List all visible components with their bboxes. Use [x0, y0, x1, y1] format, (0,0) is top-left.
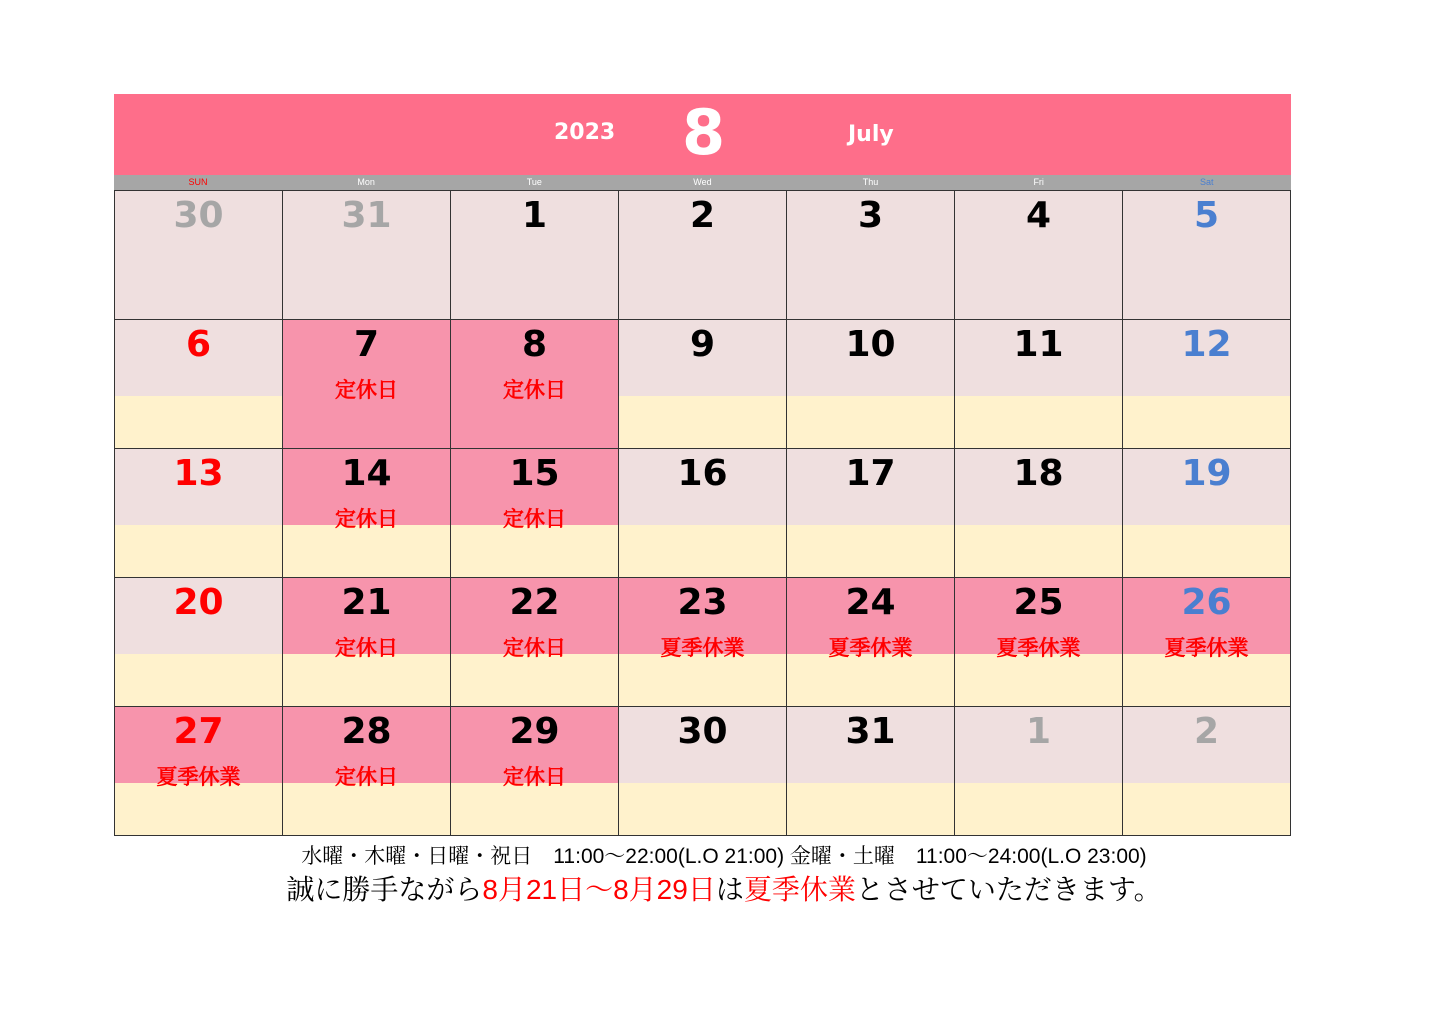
day-number: 12	[1181, 324, 1232, 365]
day-label: 夏季休業	[1164, 636, 1249, 660]
day-number: 30	[677, 711, 728, 752]
business-hours: 水曜・木曜・日曜・祝日 11:00〜22:00(L.O 21:00) 金曜・土曜 11:00〜24:00(L.O 23:00)	[301, 845, 1147, 868]
day-label: 定休日	[335, 507, 398, 531]
day-number: 23	[677, 582, 728, 623]
day-number: 26	[1181, 582, 1232, 623]
day-label: 夏季休業	[828, 636, 913, 660]
day-cell	[787, 191, 955, 320]
day-label: 定休日	[335, 765, 398, 789]
day-cell	[451, 449, 619, 578]
day-number: 1	[1025, 711, 1052, 752]
day-number: 18	[1013, 453, 1064, 494]
day-cell	[955, 320, 1123, 449]
weekday-thu: Thu	[862, 177, 879, 187]
day-cell	[283, 578, 451, 707]
day-cell	[787, 320, 955, 449]
day-cell	[451, 191, 619, 320]
day-number: 2	[689, 195, 716, 236]
day-number: 19	[1181, 453, 1232, 494]
day-cell	[1123, 320, 1291, 449]
day-number: 3	[857, 195, 884, 236]
day-cell	[283, 449, 451, 578]
day-number: 9	[689, 324, 716, 365]
day-label: 定休日	[503, 378, 566, 402]
day-number: 5	[1193, 195, 1220, 236]
day-cell	[1123, 578, 1291, 707]
day-number: 29	[509, 711, 560, 752]
day-cell	[619, 449, 787, 578]
day-label: 夏季休業	[660, 636, 745, 660]
day-cell	[787, 707, 955, 836]
day-number: 17	[845, 453, 896, 494]
day-label: 定休日	[335, 378, 398, 402]
month-name: July	[848, 122, 894, 147]
day-cell	[1123, 449, 1291, 578]
day-number: 14	[341, 453, 392, 494]
day-label: 夏季休業	[996, 636, 1081, 660]
day-number: 21	[341, 582, 392, 623]
notice-holiday: 夏季休業	[743, 874, 856, 905]
day-cell	[283, 707, 451, 836]
day-number: 24	[845, 582, 896, 623]
weekday-sat: Sat	[1200, 177, 1214, 187]
day-cell	[283, 320, 451, 449]
day-cell	[115, 449, 283, 578]
day-cell	[451, 578, 619, 707]
day-label: 定休日	[503, 507, 566, 531]
day-cell	[115, 578, 283, 707]
weekday-tue: Tue	[526, 177, 542, 187]
day-label: 定休日	[503, 636, 566, 660]
day-number: 6	[185, 324, 212, 365]
calendar-grid	[114, 190, 1291, 836]
day-cell	[787, 449, 955, 578]
day-number: 4	[1025, 195, 1052, 236]
day-number: 28	[341, 711, 392, 752]
day-cell	[115, 320, 283, 449]
day-number: 31	[845, 711, 896, 752]
day-cell	[955, 578, 1123, 707]
day-cell	[619, 191, 787, 320]
day-number: 25	[1013, 582, 1064, 623]
day-cell	[619, 707, 787, 836]
calendar-header	[114, 94, 1291, 175]
day-number: 1	[521, 195, 548, 236]
day-cell	[451, 320, 619, 449]
day-cell	[955, 449, 1123, 578]
day-cell	[115, 191, 283, 320]
day-number: 22	[509, 582, 560, 623]
day-label: 夏季休業	[156, 765, 241, 789]
day-number: 31	[341, 195, 392, 236]
weekday-sun: SUN	[188, 177, 208, 187]
day-number: 30	[173, 195, 224, 236]
day-label: 定休日	[503, 765, 566, 789]
month-number: 8	[682, 96, 726, 169]
day-number: 13	[173, 453, 224, 494]
holiday-notice	[0, 868, 1448, 908]
day-cell	[451, 707, 619, 836]
day-number: 16	[677, 453, 728, 494]
notice-mid: は	[715, 874, 744, 905]
day-label: 定休日	[335, 636, 398, 660]
day-number: 11	[1013, 324, 1064, 365]
weekday-mon: Mon	[357, 177, 375, 187]
day-number: 10	[845, 324, 896, 365]
day-cell	[1123, 191, 1291, 320]
day-cell	[619, 320, 787, 449]
day-cell	[619, 578, 787, 707]
day-cell	[955, 191, 1123, 320]
calendar	[114, 94, 1291, 836]
weekday-fri: Fri	[1033, 177, 1044, 187]
day-number: 2	[1193, 711, 1220, 752]
day-cell	[955, 707, 1123, 836]
day-number: 7	[353, 324, 380, 365]
weekday-row	[114, 175, 1291, 190]
weekday-wed: Wed	[693, 177, 712, 187]
day-cell	[115, 707, 283, 836]
year-label: 2023	[554, 120, 616, 145]
notice-dates: 8月21日〜8月29日	[482, 874, 716, 905]
day-number: 8	[521, 324, 548, 365]
day-cell	[787, 578, 955, 707]
day-number: 27	[173, 711, 224, 752]
notice-prefix: 誠に勝手ながら	[286, 874, 483, 905]
notice-suffix: とさせていただきます。	[855, 874, 1162, 905]
day-number: 15	[509, 453, 560, 494]
day-cell	[283, 191, 451, 320]
day-cell	[1123, 707, 1291, 836]
day-number: 20	[173, 582, 224, 623]
